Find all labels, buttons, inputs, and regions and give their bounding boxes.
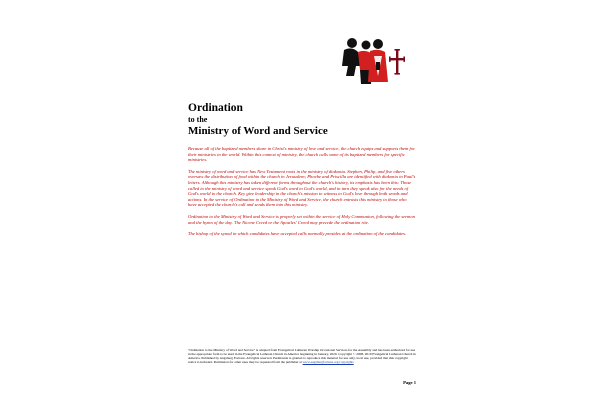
bishop-figure-icon xyxy=(368,39,388,82)
footer-link[interactable]: www.augsburgfortress.org/copyrights xyxy=(302,360,354,365)
body-text xyxy=(188,146,416,243)
title-line-ministry: Ministry of Word and Service xyxy=(188,125,328,137)
title-line-ordination: Ordination xyxy=(188,102,243,114)
page-number: Page 1 xyxy=(403,380,416,385)
title-line-to-the: to the xyxy=(188,115,208,124)
paragraph-3: Ordination to the Ministry of Word and Service is properly set within the service of Holy Communion, following the sermon and the hymn of the day. The Nicene Creed or the Apostles' Creed may precede the ordination rite. xyxy=(188,213,415,225)
footer-text: "Ordination to the Ministry of Word and Service" is adapted from Evangelical Lutheran Worship Occasional Services for the Assembly and has been authorized for use in the appropriate form to be used in the Evangelical Lutheran Church in America beginning in January, 2020. Copyright © 2008, 2019 Evangelical Lutheran Church in America. Published by Augsburg Fortress. All rights reserved. Permission is granted to reproduce this material for use only, local use, provided that this copyright notice is included. Permission for other uses may be requested from the publisher at xyxy=(188,348,416,365)
ordination-figures-illustration xyxy=(338,36,408,88)
copyright-footer xyxy=(188,348,416,364)
document-page xyxy=(168,0,432,400)
paragraph-1: Because all of the baptized members share in Christ's ministry of love and service, the church equips and supports them for their ministries in the world. Within this context of ministry, the church calls some of its baptized members for specific ministries. xyxy=(188,146,415,163)
paragraph-4: The bishop of the synod in which candidates have accepted calls normally presides at the ordination of the candidates. xyxy=(188,231,407,237)
cross-icon xyxy=(389,49,405,75)
paragraph-2: The ministry of word and service has New Testament roots in the ministry of diakonia. Stephen, Philip, and five others oversaw the distribution of food within the church in Jerusalem; Phoebe and Priscilla are identified with diakonia in Paul's letters. Although this ministry has taken different forms throughout the church's history, its emphasis has been this: Those called to the ministry of word and service speak God's word to God's world, and in turn they speak also for the needs of God's world to the church. Key give leadership in the church's mission to witness to God's love through both words and actions. In the service of Ordination to the Ministry of Word and Service, the church entrusts this ministry to those who have accepted the church's call and sends them into this ministry. xyxy=(188,168,416,208)
title-block xyxy=(188,102,428,138)
